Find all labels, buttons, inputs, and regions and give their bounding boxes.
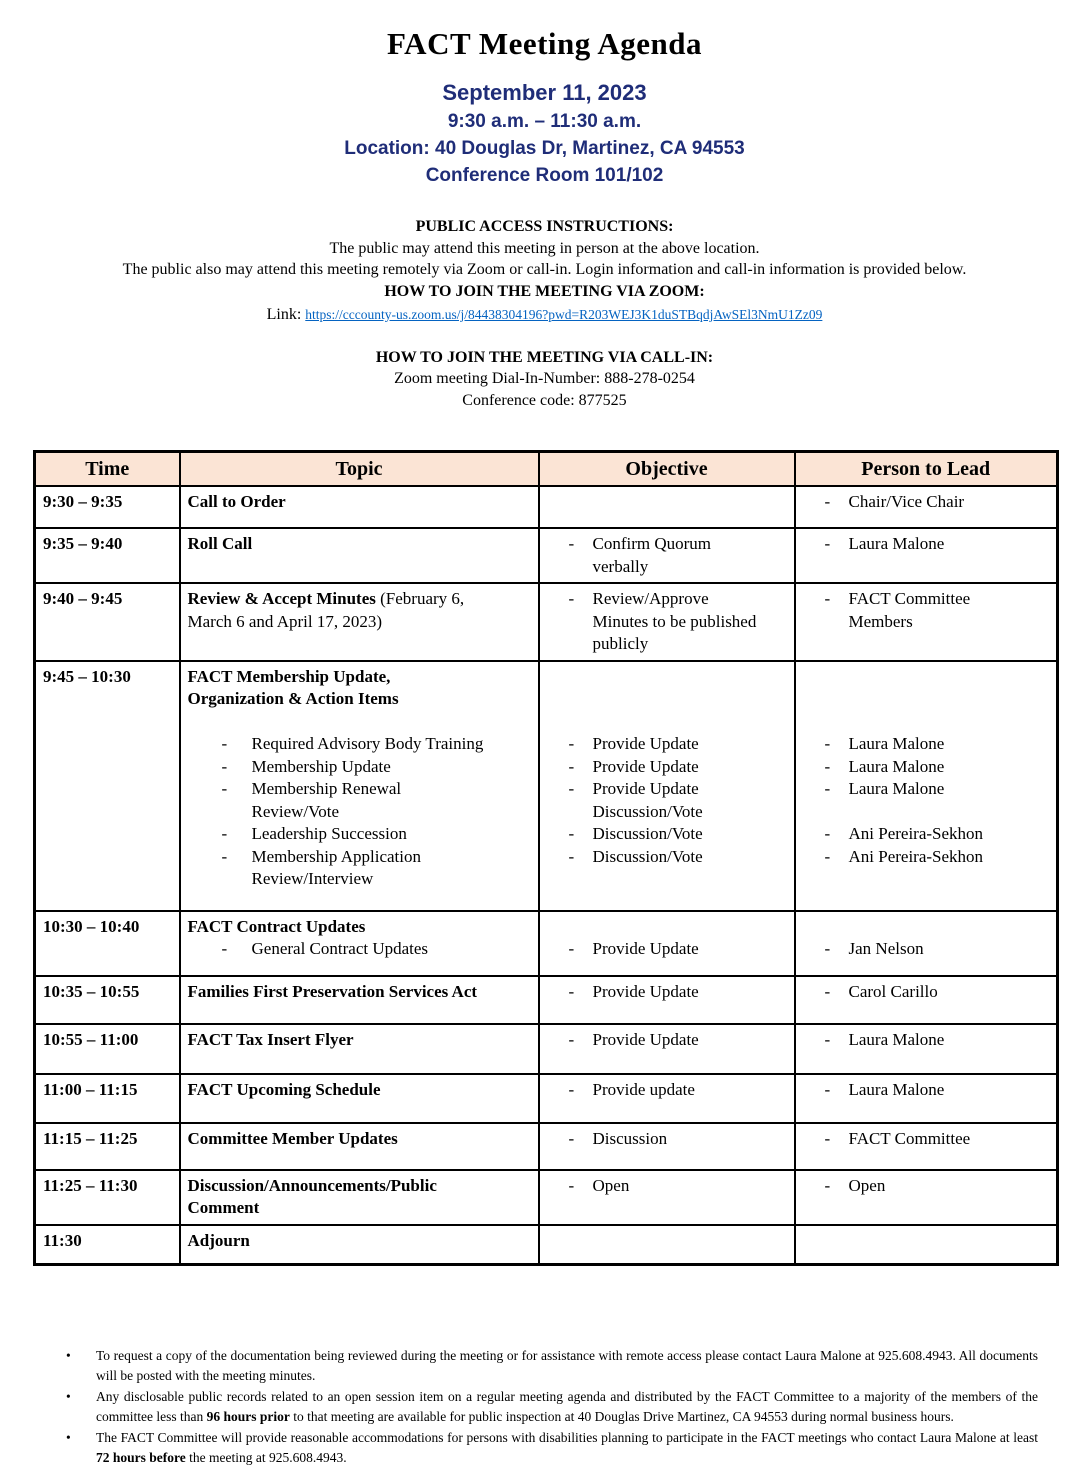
cell-line: [547, 588, 787, 611]
cell-person: [795, 583, 1058, 661]
cell-time: 11:25 – 11:30: [35, 1170, 180, 1225]
text-segment: the meeting at 925.608.4943.: [185, 1450, 347, 1465]
cell-person: [795, 1123, 1058, 1170]
text-segment: Provide Update: [592, 756, 699, 776]
text-segment: The FACT Committee will provide reasonable accommodations for persons with disabilities planning to participate in the FACT meetings who contact Laura: [96, 1430, 955, 1445]
cell-line: [803, 533, 1050, 556]
cell-person: [795, 911, 1058, 976]
cell-topic: [180, 1170, 539, 1225]
footnote-item: [63, 1346, 1038, 1386]
cell-topic: [180, 1024, 539, 1074]
footnotes-section: [33, 1346, 1056, 1468]
text-segment: FACT Committee: [848, 589, 971, 608]
bullet: -: [824, 981, 831, 1001]
text-segment: publicly: [592, 634, 649, 653]
bullet: -: [824, 846, 831, 866]
table-row: [35, 661, 1058, 911]
zoom-link-line: [33, 304, 1056, 326]
text-segment: Confirm Quorum: [592, 534, 712, 553]
text-segment: Review & Accept Minutes: [187, 589, 376, 608]
cell-line: [803, 756, 1050, 779]
text-segment: Laura Malone: [848, 1079, 945, 1099]
text-segment: Malone at least: [954, 1430, 1038, 1445]
agenda-table-header: [35, 452, 1058, 487]
cell-line: [547, 688, 787, 711]
table-row: [35, 528, 1058, 583]
cell-objective: [539, 486, 795, 528]
cell-line: [803, 1128, 1050, 1151]
cell-person: [795, 528, 1058, 583]
cell-person: [795, 661, 1058, 911]
text-segment: Membership Renewal: [251, 779, 402, 798]
text-segment: (February 6,: [375, 589, 465, 608]
cell-line: [547, 981, 787, 1004]
text-segment: FACT Upcoming Schedule: [187, 1079, 381, 1099]
column-header-objective: Objective: [539, 452, 795, 487]
cell-topic: [180, 661, 539, 911]
callin-join-heading: HOW TO JOIN THE MEETING VIA CALL-IN:: [375, 348, 714, 366]
text-segment: FACT Tax Insert Flyer: [187, 1029, 354, 1049]
text-segment: Chair/Vice Chair: [848, 492, 965, 511]
cell-person: [795, 1074, 1058, 1123]
text-segment: Review/Vote: [251, 801, 340, 821]
cell-time: 11:30: [35, 1225, 180, 1265]
column-header-person: Person to Lead: [795, 452, 1058, 487]
bullet: -: [568, 1175, 575, 1195]
text-segment: Provide update: [592, 1079, 695, 1099]
bullet: -: [568, 939, 575, 958]
cell-line: [803, 611, 1050, 634]
cell-topic: [180, 1123, 539, 1170]
cell-line: [188, 916, 531, 939]
bullet: -: [568, 1029, 575, 1049]
cell-line: [803, 916, 1050, 939]
text-segment: Jan Nelson: [848, 939, 924, 958]
cell-line: [188, 588, 531, 611]
cell-objective: [539, 976, 795, 1024]
text-segment: Committee Member Updates: [187, 1128, 398, 1148]
cell-line: [803, 666, 1050, 689]
cell-line: [547, 666, 787, 689]
cell-line: [803, 801, 1050, 824]
bullet: -: [824, 1175, 831, 1195]
text-segment: Roll Call: [187, 534, 253, 553]
cell-line: [188, 1079, 531, 1102]
cell-person: [795, 976, 1058, 1024]
text-segment: Adjourn: [187, 1230, 250, 1250]
bullet: -: [568, 981, 575, 1001]
text-segment: Families First Preservation Services Act: [187, 981, 478, 1001]
cell-objective: [539, 1074, 795, 1123]
cell-line: [188, 846, 531, 869]
text-segment: Any disclosable public records related to an open session item on a regular meeting agenda and distributed by the FACT Committee to a majority of the members of the committee less than: [96, 1389, 1038, 1424]
bullet: -: [824, 939, 831, 958]
cell-topic: [180, 1074, 539, 1123]
bullet: -: [221, 756, 228, 776]
cell-person: [795, 1170, 1058, 1225]
text-segment: Laura Malone: [848, 779, 945, 798]
cell-objective: [539, 1123, 795, 1170]
cell-line: [547, 916, 787, 939]
text-segment: FACT Membership Update,: [187, 666, 391, 686]
text-segment: Laura Malone: [848, 756, 945, 776]
cell-line: [547, 556, 787, 579]
cell-line: [803, 711, 1050, 734]
cell-objective: [539, 1170, 795, 1225]
cell-line: [547, 756, 787, 779]
cell-topic: [180, 911, 539, 976]
text-segment: FACT Committee: [848, 1128, 971, 1148]
cell-topic: [180, 528, 539, 583]
text-segment: Minutes to be published: [592, 611, 757, 631]
meeting-location: Location: 40 Douglas Dr, Martinez, CA 94553: [344, 138, 745, 159]
cell-line: [188, 688, 531, 711]
cell-line: [188, 778, 531, 801]
cell-time: 9:45 – 10:30: [35, 661, 180, 911]
cell-line: [188, 1175, 531, 1198]
cell-line: [547, 533, 787, 556]
table-row: [35, 486, 1058, 528]
text-segment: Discussion: [592, 1128, 668, 1148]
footnote-item: [63, 1387, 1038, 1427]
cell-line: [188, 868, 531, 891]
text-segment: Laura Malone: [848, 734, 945, 753]
footnote-item: [63, 1428, 1038, 1468]
cell-line: [803, 1175, 1050, 1198]
text-segment: To request a copy of the documentation being reviewed during the meeting or for assistance with remote access please contact Laura Malone at 925.608.4943. All documents will be posted with the meeting minutes.: [96, 1348, 1038, 1383]
table-row: [35, 1123, 1058, 1170]
cell-line: [547, 801, 787, 824]
bullet: -: [568, 1128, 575, 1148]
cell-line: [188, 711, 531, 734]
bullet: -: [568, 734, 575, 753]
cell-line: [547, 823, 787, 846]
text-segment: Provide Update: [592, 779, 699, 798]
text-segment: Open: [848, 1175, 886, 1195]
text-segment: Provide Update: [592, 939, 699, 958]
cell-time: 10:30 – 10:40: [35, 911, 180, 976]
cell-objective: [539, 911, 795, 976]
table-row: [35, 1225, 1058, 1265]
bullet: -: [824, 1128, 831, 1148]
bullet: -: [568, 779, 575, 798]
cell-topic: [180, 1225, 539, 1265]
cell-objective: [539, 583, 795, 661]
page-title: FACT Meeting Agenda: [387, 26, 702, 61]
bullet: -: [824, 534, 831, 553]
footnote-bullet: •: [66, 1348, 71, 1363]
cell-line: [803, 491, 1050, 514]
cell-objective: [539, 1024, 795, 1074]
text-segment: Discussion/Vote: [592, 801, 703, 821]
text-segment: Provide Update: [592, 981, 699, 1001]
cell-line: [188, 823, 531, 846]
zoom-link-label: Link:: [266, 306, 306, 323]
cell-line: [803, 981, 1050, 1004]
cell-line: [547, 1175, 787, 1198]
public-access-line1: The public may attend this meeting in person at the above location.: [329, 239, 760, 257]
cell-time: 9:35 – 9:40: [35, 528, 180, 583]
text-segment: verbally: [592, 556, 649, 576]
bullet: -: [824, 734, 831, 753]
cell-line: [188, 666, 531, 689]
cell-line: [188, 533, 531, 556]
cell-time: 9:40 – 9:45: [35, 583, 180, 661]
text-segment: Open: [592, 1175, 630, 1195]
cell-line: [188, 733, 531, 756]
cell-line: [803, 938, 1050, 961]
text-segment: to that meeting are available for public inspection at 40 Douglas Drive Martinez, CA 94553 during normal business hours.: [289, 1409, 954, 1424]
cell-objective: [539, 528, 795, 583]
text-segment: Call to Order: [187, 492, 286, 511]
cell-line: [188, 611, 531, 634]
cell-time: 11:00 – 11:15: [35, 1074, 180, 1123]
cell-time: 10:55 – 11:00: [35, 1024, 180, 1074]
bullet: -: [568, 824, 575, 843]
cell-line: [803, 1079, 1050, 1102]
text-segment: 96 hours prior: [206, 1409, 290, 1424]
bullet: -: [221, 824, 228, 843]
footnote-bullet: •: [66, 1389, 71, 1404]
text-segment: March 6 and April 17, 2023): [187, 611, 383, 631]
bullet: -: [221, 846, 228, 866]
bullet: -: [824, 756, 831, 776]
bullet: -: [221, 939, 228, 958]
cell-line: [547, 846, 787, 869]
cell-topic: [180, 976, 539, 1024]
cell-time: 10:35 – 10:55: [35, 976, 180, 1024]
public-access-heading: PUBLIC ACCESS INSTRUCTIONS:: [415, 218, 674, 235]
cell-line: [547, 633, 787, 656]
cell-line: [803, 688, 1050, 711]
cell-line: [188, 1128, 531, 1151]
text-segment: Provide Update: [592, 1029, 699, 1049]
cell-line: [803, 733, 1050, 756]
cell-line: [803, 823, 1050, 846]
cell-line: [188, 1197, 531, 1220]
cell-time: 9:30 – 9:35: [35, 486, 180, 528]
text-segment: Discussion/Vote: [592, 824, 703, 843]
bullet: -: [221, 734, 228, 753]
bullet: -: [824, 1029, 831, 1049]
text-segment: Comment: [187, 1198, 260, 1217]
public-access-line2: The public also may attend this meeting remotely via Zoom or call-in. Login information and call-in information is provided below.: [122, 261, 967, 278]
bullet: -: [568, 756, 575, 776]
text-segment: Carol Carillo: [848, 981, 938, 1001]
table-row: [35, 976, 1058, 1024]
bullet: -: [824, 1079, 831, 1099]
table-row: [35, 1170, 1058, 1225]
text-segment: Review/Approve: [592, 589, 709, 608]
conference-code: Conference code: 877525: [462, 391, 627, 409]
cell-line: [547, 1128, 787, 1151]
bullet: -: [568, 534, 575, 553]
meeting-time-range: 9:30 a.m. – 11:30 a.m.: [447, 111, 642, 132]
cell-person: [795, 1024, 1058, 1074]
text-segment: 72 hours before: [96, 1450, 186, 1465]
meeting-date: September 11, 2023: [442, 80, 647, 105]
cell-line: [547, 778, 787, 801]
cell-line: [188, 756, 531, 779]
table-row: [35, 1024, 1058, 1074]
cell-line: [803, 846, 1050, 869]
cell-line: [547, 1029, 787, 1052]
cell-line: [188, 981, 531, 1004]
cell-line: [547, 938, 787, 961]
text-segment: Laura Malone: [848, 1029, 945, 1049]
dialin-number: Zoom meeting Dial-In-Number: 888-278-0254: [394, 370, 695, 387]
cell-line: [803, 588, 1050, 611]
meeting-info-block: [33, 78, 1056, 189]
cell-line: [188, 1230, 531, 1253]
cell-topic: [180, 583, 539, 661]
bullet: -: [568, 1079, 575, 1099]
text-segment: Discussion/Vote: [592, 846, 703, 866]
cell-line: [547, 711, 787, 734]
zoom-join-heading: HOW TO JOIN THE MEETING VIA ZOOM:: [384, 282, 705, 300]
text-segment: Membership Application: [251, 846, 422, 866]
text-segment: Laura Malone: [848, 534, 945, 553]
zoom-meeting-link[interactable]: https://cccounty-us.zoom.us/j/84438304196?pwd=R203WEJ3K1duSTBqdjAwSEl3NmU1Zz09: [305, 307, 823, 322]
table-row: [35, 583, 1058, 661]
spacer: [33, 326, 1056, 347]
public-access-section: [33, 216, 1056, 411]
cell-line: [188, 801, 531, 824]
bullet: -: [824, 492, 831, 511]
cell-objective: [539, 1225, 795, 1265]
text-segment: General Contract Updates: [251, 939, 429, 958]
text-segment: Discussion/Announcements/Public: [187, 1175, 437, 1195]
cell-objective: [539, 661, 795, 911]
cell-line: [188, 1029, 531, 1052]
cell-line: [547, 611, 787, 634]
text-segment: Organization & Action Items: [187, 689, 399, 708]
text-segment: Review/Interview: [251, 869, 374, 888]
text-segment: Members: [848, 611, 913, 631]
text-segment: Ani Pereira-Sekhon: [848, 846, 984, 866]
cell-line: [188, 938, 531, 961]
text-segment: FACT Contract Updates: [187, 916, 366, 936]
agenda-table: [33, 450, 1059, 1266]
column-header-time: Time: [35, 452, 180, 487]
table-row: [35, 1074, 1058, 1123]
text-segment: Ani Pereira-Sekhon: [848, 824, 984, 843]
cell-line: [547, 733, 787, 756]
agenda-table-body: [35, 486, 1058, 1265]
cell-line: [803, 1029, 1050, 1052]
column-header-topic: Topic: [180, 452, 539, 487]
meeting-room: Conference Room 101/102: [425, 165, 664, 186]
bullet: -: [568, 846, 575, 866]
cell-person: [795, 486, 1058, 528]
cell-person: [795, 1225, 1058, 1265]
cell-topic: [180, 486, 539, 528]
cell-line: [803, 778, 1050, 801]
bullet: -: [824, 824, 831, 843]
table-row: [35, 911, 1058, 976]
cell-line: [188, 491, 531, 514]
bullet: -: [824, 589, 831, 608]
bullet: -: [824, 779, 831, 798]
bullet: -: [221, 779, 228, 798]
cell-time: 11:15 – 11:25: [35, 1123, 180, 1170]
footnote-bullet: •: [66, 1430, 71, 1445]
bullet: -: [568, 589, 575, 608]
text-segment: Required Advisory Body Training: [251, 734, 484, 753]
text-segment: Membership Update: [251, 756, 391, 776]
text-segment: Leadership Succession: [251, 824, 407, 843]
text-segment: Provide Update: [592, 734, 699, 753]
cell-line: [547, 1079, 787, 1102]
